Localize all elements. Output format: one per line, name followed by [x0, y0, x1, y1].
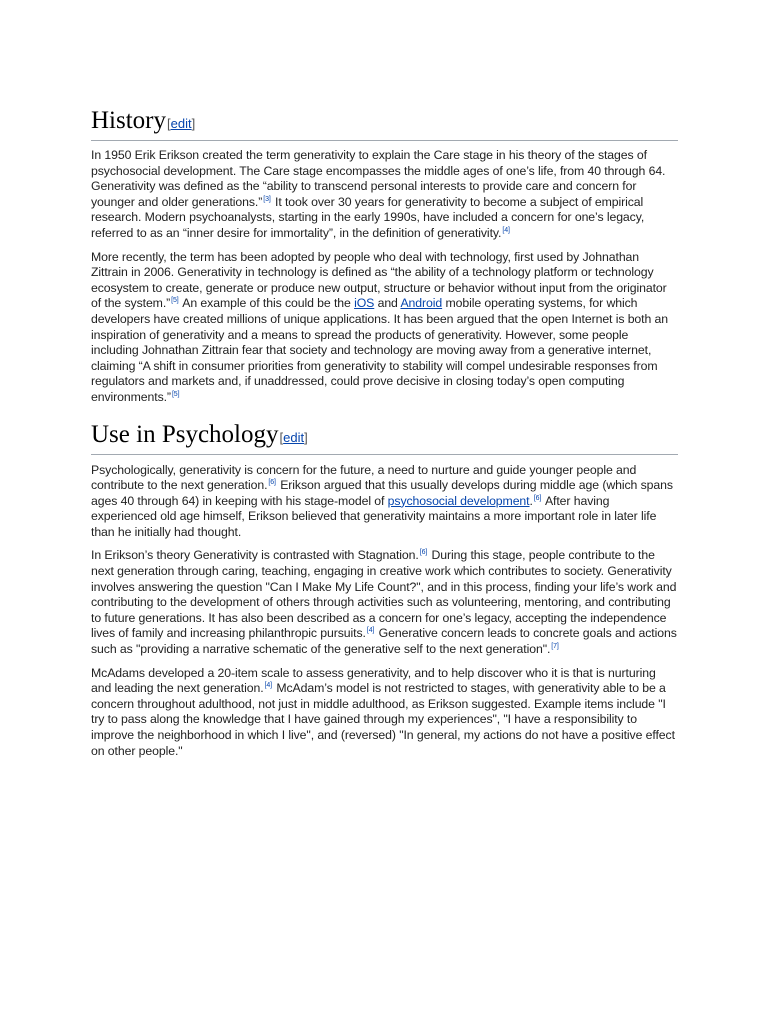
- paragraph-text: Generative concern leads to concrete goals and actions such as "providing a narrative schematic of the generative self to the next generation".: [91, 626, 677, 657]
- paragraph-text: and: [374, 296, 401, 311]
- psychology-paragraph-1: [91, 463, 678, 541]
- paragraph-text: After having experienced old age himself, Erikson believed that generativity maintains a more important role in later life than he initially had thought.: [91, 493, 657, 539]
- paragraph-text: It took over 30 years for generativity to become a subject of empirical research. Modern psychoanalysts, starting in the early 1990s, have included a concern for one’s legacy, referred to as an “inner desire for immortality”, in the definition of generativity.: [91, 194, 645, 240]
- citation-ref[interactable]: [5]: [171, 390, 180, 398]
- paragraph-text: .: [529, 493, 533, 508]
- edit-link-psychology[interactable]: edit: [283, 429, 305, 445]
- android-link[interactable]: Android: [400, 296, 443, 311]
- paragraph-text: Psychologically, generativity is concern for the future, a need to nurture and guide younger people and contribute to the next generation.: [91, 462, 637, 493]
- psychology-paragraph-2: [91, 548, 678, 657]
- citation-ref[interactable]: [4]: [502, 226, 510, 234]
- psychosocial-development-link[interactable]: psychosocial development: [387, 493, 530, 508]
- history-paragraph-2: [91, 250, 678, 406]
- section-heading-history: [91, 106, 678, 141]
- section-title: History: [91, 107, 166, 134]
- citation-ref[interactable]: [5]: [171, 297, 179, 305]
- citation-ref[interactable]: [4]: [264, 682, 272, 690]
- paragraph-text: In 1950 Erik Erikson created the term generativity to explain the Care stage in his theory of the stages of psychosocial development. The Care stage encompasses the middle ages of one’s life, from 40 through 64. Generativity was defined as the “ability to transcend personal interests to provide care and concern for younger and older generations.”: [91, 148, 666, 209]
- paragraph-text: An example of this could be the: [179, 296, 355, 311]
- edit-link-history[interactable]: edit: [170, 116, 192, 131]
- paragraph-text: McAdam’s model is not restricted to stages, with generativity able to be a concern throughout adulthood, not just in middle adulthood, as Erikson suggested. Example items include "I try to pass along the knowledge that I have gained through my experiences", "I have a responsibility to improve the neighborhood in which I live", and (reversed) "In general, my actions do not have a positive effect on other people.": [91, 681, 675, 758]
- paragraph-text: Erikson argued that this usually develops during middle age (which spans ages 40 through 64) in keeping with his stage-model of: [91, 478, 673, 508]
- paragraph-text: During this stage, people contribute to the next generation through caring, teaching, engaging in creative work which contributes to society. Generativity involves answering the question "Can I Make My Life Count?", and in this process, finding your life’s work and contributing to the development of others through activities such as volunteering, mentoring, and contributing to future generations. It has also been described as a concern for one’s legacy, accepting the independence lives of family and increasing philanthropic pursuits.: [91, 548, 677, 641]
- edit-section-link-wrapper: [edit]: [279, 429, 308, 445]
- citation-ref[interactable]: [3]: [263, 195, 271, 203]
- citation-ref[interactable]: [6]: [533, 494, 542, 502]
- paragraph-text: In Erikson’s theory Generativity is contrasted with Stagnation.: [91, 548, 419, 563]
- citation-ref[interactable]: [7]: [551, 643, 559, 651]
- citation-ref[interactable]: [4]: [366, 627, 375, 635]
- edit-section-link-wrapper: [edit]: [167, 116, 196, 131]
- citation-ref[interactable]: [6]: [268, 479, 276, 487]
- article-body: [91, 106, 678, 759]
- ios-link[interactable]: iOS: [354, 296, 375, 311]
- psychology-paragraph-3: [91, 666, 678, 760]
- history-paragraph-1: [91, 148, 678, 242]
- paragraph-text: More recently, the term has been adopted by people who deal with technology, first used by Johnathan Zittrain in 2006. Generativity in technology is defined as “the ability of a technology platform or technology ecosystem to create, generate or produce new output, structure or behavior without input from the originator of the system.”: [91, 249, 667, 311]
- paragraph-text: mobile operating systems, for which developers have created millions of unique applications. It has been argued that the open Internet is both an inspiration of generativity and a means to spread the products of generativity. However, some people including Johnathan Zittrain fear that society and technology are moving away from a generative internet, claiming “A shift in consumer priorities from generativity to stability will compel undesirable responses from regulators and markets and, if unaddressed, could prove decisive in closing today’s open computing environments.”: [91, 296, 669, 404]
- section-title: Use in Psychology: [91, 420, 279, 448]
- paragraph-text: McAdams developed a 20-item scale to assess generativity, and to help discover who it is that is nurturing and leading the next generation.: [91, 665, 656, 696]
- section-heading-use-in-psychology: [91, 420, 678, 455]
- citation-ref[interactable]: [6]: [419, 549, 428, 557]
